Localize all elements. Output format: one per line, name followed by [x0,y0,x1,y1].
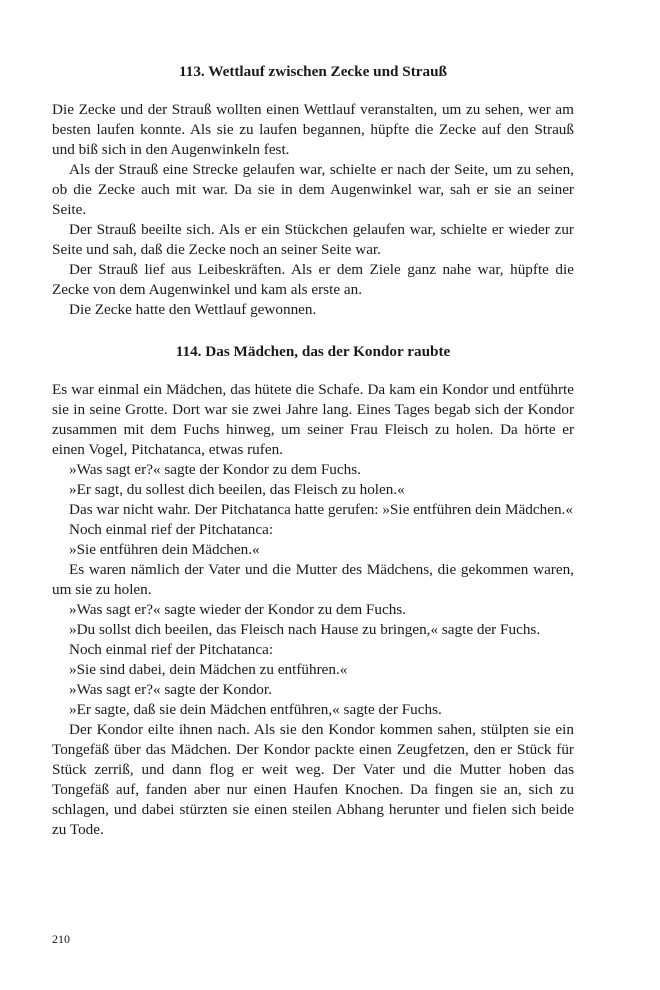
story-113-paragraph: Als der Strauß eine Strecke gelaufen war, schielte er nach der Seite, um zu sehen, ob die Zecke auch mit war. Da sie in dem Augenwinkel war, sah er sie an seiner Seite. [52,161,574,218]
story-114-paragraph: Es war einmal ein Mädchen, das hütete die Schafe. Da kam ein Kondor und entführte sie in seine Grotte. Dort war sie zwei Jahre lang. Eines Tages begab sich der Kondor zusammen mit dem Fuchs hinweg, um seiner Frau Fleisch zu holen. Da hörte er einen Vogel, Pitchatanca, etwas rufen. [52,381,574,458]
story-114-paragraph: »Was sagt er?« sagte der Kondor. [69,681,272,698]
story-114-paragraph: »Sie sind dabei, dein Mädchen zu entführen.« [69,661,348,678]
story-113-title: 113. Wettlauf zwischen Zecke und Strauß [178,63,448,80]
story-113-paragraph: Die Zecke und der Strauß wollten einen Wettlauf veranstalten, um zu sehen, wer am besten laufen konnte. Als sie zu laufen begannen, hüpfte die Zecke auf den Strauß und biß sich in den Augenwinkeln fest. [52,101,574,158]
story-114-paragraph: »Sie entführen dein Mädchen.« [69,541,260,558]
story-114-paragraph: »Er sagt, du sollest dich beeilen, das Fleisch zu holen.« [69,481,405,498]
story-113-paragraph: Der Strauß lief aus Leibeskräften. Als er dem Ziele ganz nahe war, hüpfte die Zecke von dem Augenwinkel und kam als erste an. [52,261,574,298]
story-114-title: 114. Das Mädchen, das der Kondor raubte [175,343,451,360]
story-114-paragraph: Noch einmal rief der Pitchatanca: [69,641,274,658]
story-114-paragraph: »Er sagte, daß sie dein Mädchen entführen,« sagte der Fuchs. [69,701,442,718]
story-114-paragraph: Der Kondor eilte ihnen nach. Als sie den Kondor kommen sahen, stülpten sie ein Tongefäß über das Mädchen. Der Kondor packte einen Zeugfetzen, den er Stück für Stück zerriß, und dann flog er weit weg. Der Vater und die Mutter hoben das Tongefäß auf, fanden aber nur einen Haufen Knochen. Da fingen sie an, sich zu schlagen, und dabei stürzten sie einen steilen Abhang herunter und fielen sich beide zu Tode. [52,721,574,838]
story-114-paragraph: Noch einmal rief der Pitchatanca: [69,521,274,538]
story-114-paragraph: Es waren nämlich der Vater und die Mutter des Mädchens, die gekommen waren, um sie zu holen. [52,561,574,598]
story-113-paragraph: Der Strauß beeilte sich. Als er ein Stückchen gelaufen war, schielte er wieder zur Seite und sah, daß die Zecke noch an seiner Seite war. [52,221,574,258]
story-114-paragraph: »Was sagt er?« sagte wieder der Kondor zu dem Fuchs. [69,601,407,618]
story-114-paragraph: »Du sollst dich beeilen, das Fleisch nach Hause zu bringen,« sagte der Fuchs. [69,621,541,638]
story-114-paragraph: »Was sagt er?« sagte der Kondor zu dem Fuchs. [69,461,361,478]
page-body [52,62,574,840]
story-114-paragraph: Das war nicht wahr. Der Pitchatanca hatte gerufen: »Sie entführen dein Mädchen.« [69,501,573,518]
page-number: 210 [52,932,70,946]
story-113-paragraph: Die Zecke hatte den Wettlauf gewonnen. [69,301,317,318]
